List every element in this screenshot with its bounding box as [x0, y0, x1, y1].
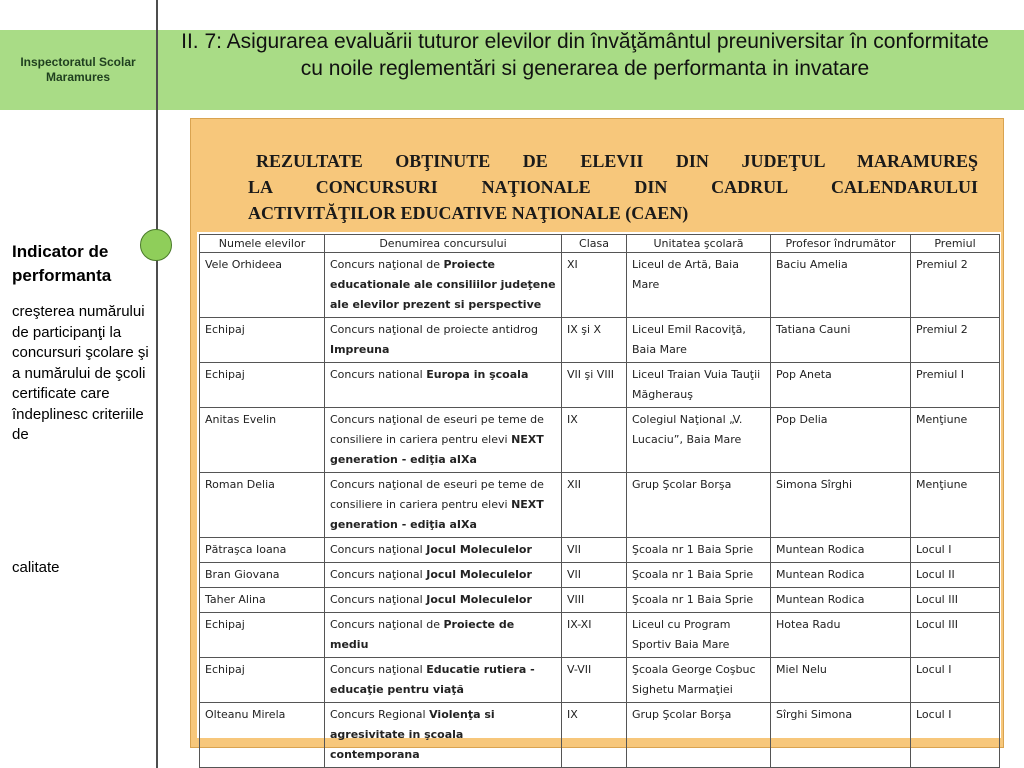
cell-contest	[325, 658, 562, 703]
cell-prize: Locul I	[911, 703, 1000, 768]
table-body	[200, 253, 1000, 768]
contest-plain: Concurs naţional de	[330, 258, 440, 271]
cell-prize: Locul III	[911, 613, 1000, 658]
indicator-description: creşterea numărului de participanţi la concursuri şcolare şi a numărului de şcoli certificate care îndeplinesc criteriile de	[12, 303, 149, 443]
table-row	[200, 563, 1000, 588]
cell-teacher: Simona Sîrghi	[771, 473, 911, 538]
contest-plain: Concurs naţional	[330, 663, 423, 676]
panel-title-line: ACTIVITĂŢILOR EDUCATIVE NAŢIONALE (CAEN)	[248, 203, 689, 223]
cell-contest	[325, 253, 562, 318]
cell-contest	[325, 473, 562, 538]
table-row	[200, 538, 1000, 563]
contest-bold: Jocul Moleculelor	[426, 593, 532, 606]
cell-teacher: Sîrghi Simona	[771, 703, 911, 768]
contest-bold: Violenţa si agresivitate in şcoala contemporana	[330, 708, 495, 761]
cell-school: Şcoala George Coşbuc Sighetu Marmaţiei	[627, 658, 771, 703]
cell-prize: Premiul I	[911, 363, 1000, 408]
cell-prize: Menţiune	[911, 473, 1000, 538]
cell-prize: Locul III	[911, 588, 1000, 613]
cell-contest	[325, 588, 562, 613]
cell-contest	[325, 408, 562, 473]
contest-plain: Concurs naţional	[330, 568, 423, 581]
table-row	[200, 473, 1000, 538]
contest-bold: Proiecte educationale ale consiliilor judeţene ale elevilor prezent si perspective	[330, 258, 556, 311]
col-header-school: Unitatea şcolară	[627, 235, 771, 253]
cell-name: Echipaj	[200, 318, 325, 363]
contest-bold: NEXT generation - ediţia aIXa	[330, 498, 544, 531]
cell-contest	[325, 363, 562, 408]
contest-plain: Concurs Regional	[330, 708, 426, 721]
slide-title: II. 7: Asigurarea evaluării tuturor elevilor din învăţământul preuniversitar în conformitate cu noile reglementări si generarea de performanta in invatare	[181, 30, 989, 80]
cell-name: Vele Orhideea	[200, 253, 325, 318]
cell-class: V-VII	[562, 658, 627, 703]
cell-class: IX	[562, 703, 627, 768]
table-row	[200, 363, 1000, 408]
cell-school: Grup Şcolar Borşa	[627, 703, 771, 768]
cell-contest	[325, 563, 562, 588]
cell-name: Olteanu Mirela	[200, 703, 325, 768]
contest-plain: Concurs naţional de eseuri pe teme de consiliere in cariera pentru elevi	[330, 413, 544, 446]
contest-bold: NEXT generation - ediţia aIXa	[330, 433, 544, 466]
cell-class: VII	[562, 563, 627, 588]
cell-teacher: Tatiana Cauni	[771, 318, 911, 363]
col-header-class: Clasa	[562, 235, 627, 253]
cell-name: Taher Alina	[200, 588, 325, 613]
results-table	[199, 234, 1000, 768]
cell-school: Liceul Traian Vuia Tauţii Măgherauş	[627, 363, 771, 408]
table-row	[200, 588, 1000, 613]
table-row	[200, 613, 1000, 658]
table-header-row	[200, 235, 1000, 253]
cell-class: VIII	[562, 588, 627, 613]
contest-plain: Concurs naţional de	[330, 618, 440, 631]
cell-teacher: Miel Nelu	[771, 658, 911, 703]
table-row	[200, 253, 1000, 318]
cell-name: Anitas Evelin	[200, 408, 325, 473]
indicator-circle	[140, 229, 172, 261]
cell-teacher: Muntean Rodica	[771, 538, 911, 563]
cell-contest	[325, 613, 562, 658]
cell-teacher: Baciu Amelia	[771, 253, 911, 318]
contest-bold: Europa in şcoala	[426, 368, 529, 381]
cell-school: Liceul cu Program Sportiv Baia Mare	[627, 613, 771, 658]
contest-plain: Concurs national	[330, 368, 423, 381]
cell-contest	[325, 318, 562, 363]
contest-plain: Concurs naţional de eseuri pe teme de consiliere in cariera pentru elevi	[330, 478, 544, 511]
indicator-label: Indicator de performanta	[12, 242, 112, 285]
cell-class: IX	[562, 408, 627, 473]
cell-teacher: Muntean Rodica	[771, 588, 911, 613]
panel-title	[248, 148, 978, 226]
cell-prize: Locul II	[911, 563, 1000, 588]
cell-prize: Locul I	[911, 658, 1000, 703]
table-row	[200, 658, 1000, 703]
contest-bold: Educatie rutiera - educaţie pentru viaţă	[330, 663, 535, 696]
table-row	[200, 408, 1000, 473]
table-row	[200, 318, 1000, 363]
cell-name: Echipaj	[200, 658, 325, 703]
cell-teacher: Muntean Rodica	[771, 563, 911, 588]
panel-title-line: LA CONCURSURI NAŢIONALE DIN CADRUL CALENDARULUI	[248, 177, 978, 197]
contest-bold: Impreuna	[330, 343, 390, 356]
table-row	[200, 703, 1000, 768]
cell-teacher: Pop Aneta	[771, 363, 911, 408]
cell-class: IX şi X	[562, 318, 627, 363]
contest-plain: Concurs naţional	[330, 543, 423, 556]
cell-prize: Locul I	[911, 538, 1000, 563]
panel-title-line: REZULTATE OBŢINUTE DE ELEVII DIN JUDEŢUL MARAMUREŞ	[256, 151, 978, 171]
col-header-names: Numele elevilor	[200, 235, 325, 253]
cell-class: VII şi VIII	[562, 363, 627, 408]
col-header-contest: Denumirea concursului	[325, 235, 562, 253]
cell-school: Liceul de Artă, Baia Mare	[627, 253, 771, 318]
cell-school: Grup Şcolar Borşa	[627, 473, 771, 538]
cell-school: Şcoala nr 1 Baia Sprie	[627, 563, 771, 588]
vertical-divider	[156, 0, 158, 768]
cell-school: Colegiul Naţional „V. Lucaciu”, Baia Mare	[627, 408, 771, 473]
cell-teacher: Hotea Radu	[771, 613, 911, 658]
cell-name: Echipaj	[200, 613, 325, 658]
col-header-prize: Premiul	[911, 235, 1000, 253]
cell-class: VII	[562, 538, 627, 563]
contest-bold: Proiecte de mediu	[330, 618, 515, 651]
cell-class: IX-XI	[562, 613, 627, 658]
cell-school: Şcoala nr 1 Baia Sprie	[627, 538, 771, 563]
cell-teacher: Pop Delia	[771, 408, 911, 473]
organization-name: Inspectoratul Scolar Maramures	[20, 55, 136, 84]
cell-school: Liceul Emil Racoviţă, Baia Mare	[627, 318, 771, 363]
contest-bold: Jocul Moleculelor	[426, 543, 532, 556]
cell-class: XI	[562, 253, 627, 318]
indicator-description-tail: calitate	[12, 559, 60, 576]
cell-name: Pătraşca Ioana	[200, 538, 325, 563]
cell-name: Roman Delia	[200, 473, 325, 538]
contest-plain: Concurs naţional de proiecte antidrog	[330, 323, 538, 336]
cell-prize: Premiul 2	[911, 253, 1000, 318]
contest-bold: Jocul Moleculelor	[426, 568, 532, 581]
cell-name: Bran Giovana	[200, 563, 325, 588]
cell-contest	[325, 538, 562, 563]
cell-name: Echipaj	[200, 363, 325, 408]
cell-class: XII	[562, 473, 627, 538]
cell-contest	[325, 703, 562, 768]
cell-prize: Premiul 2	[911, 318, 1000, 363]
contest-plain: Concurs naţional	[330, 593, 423, 606]
cell-prize: Menţiune	[911, 408, 1000, 473]
results-table-container	[197, 232, 1001, 761]
cell-school: Şcoala nr 1 Baia Sprie	[627, 588, 771, 613]
col-header-teacher: Profesor îndrumător	[771, 235, 911, 253]
